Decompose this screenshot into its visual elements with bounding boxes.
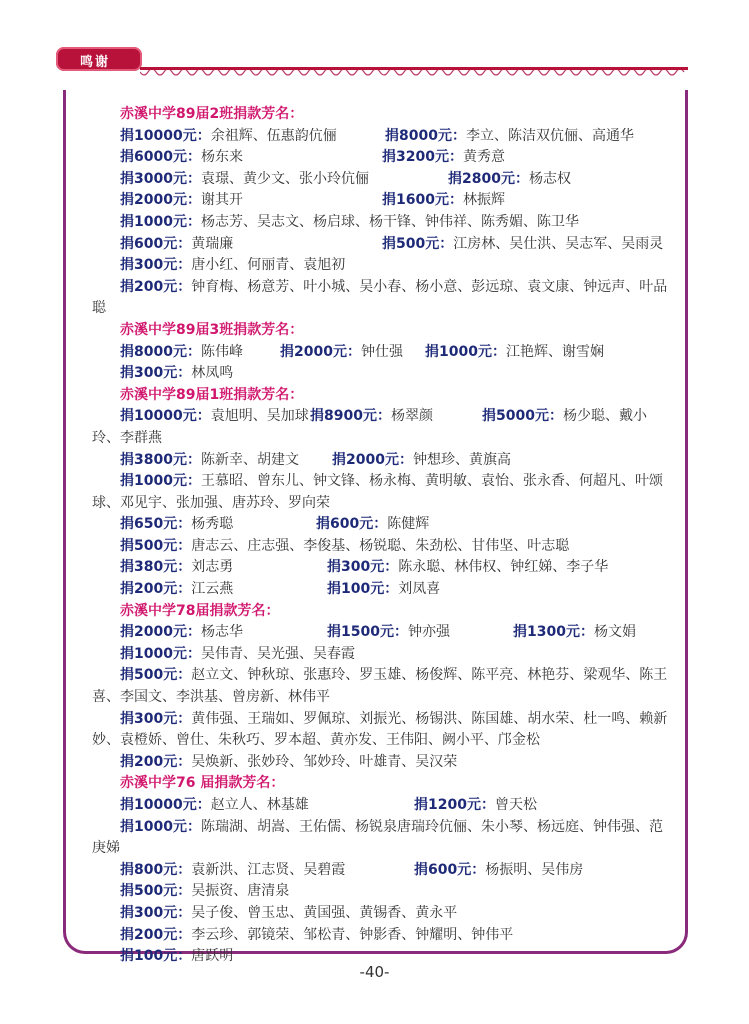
amount-label: 捐1500元： (327, 624, 408, 641)
donation-row (92, 925, 672, 947)
amount-label: 捐100元： (327, 581, 399, 598)
donor-list (92, 104, 672, 968)
donor-names: 吴伟青、吴光强、吴春霞 (200, 645, 355, 662)
amount-label: 捐300元： (120, 257, 192, 274)
amount-label: 捐1300元： (513, 624, 594, 641)
amount-label: 捐3000元： (120, 170, 201, 187)
amount-label: 捐380元： (120, 559, 192, 576)
donor-names: 黄伟强、王瑞如、罗佩琼、刘振光、杨锡洪、陈国雄、胡水荣、杜一鸣、赖新妙、袁橙娇、曾仕、朱秋巧、罗本超、黄亦发、王伟阳、阙小平、邝金松 (92, 710, 668, 749)
amount-label: 捐3200元： (382, 149, 463, 166)
page-header (0, 0, 749, 80)
section-title: 赤溪中学89届2班捐款芳名： (120, 106, 304, 122)
donation-row (92, 665, 672, 708)
donor-names: 杨志权 (528, 170, 571, 187)
section-title: 赤溪中学89届3班捐款芳名： (120, 321, 304, 338)
donation-row (92, 557, 672, 579)
amount-label: 捐1000元： (120, 645, 201, 662)
amount-label: 捐500元： (120, 883, 192, 900)
donor-names: 钟育梅、杨意芳、叶小城、吴小春、杨小意、彭远琼、袁文康、钟远声、叶品聪 (92, 278, 668, 317)
donor-names: 江云燕 (191, 581, 234, 598)
donor-names: 陈永聪、林伟权、钟红娣、李子华 (398, 559, 609, 576)
donor-names: 陈瑞湖、胡嵩、王佑儒、杨锐泉唐瑞玲伉俪、朱小琴、杨远庭、钟伟强、范庚娣 (92, 818, 663, 857)
header-tab-label: 鸣谢 (80, 55, 111, 70)
amount-label: 捐8000元： (385, 127, 466, 144)
donation-row (92, 363, 672, 385)
amount-label: 捐600元： (414, 861, 486, 878)
amount-label: 捐2000元： (332, 451, 413, 468)
section-title: 赤溪中学78届捐款芳名： (120, 602, 280, 619)
donation-row (92, 234, 672, 256)
amount-label: 捐600元： (316, 516, 388, 533)
donor-names: 江房林、吴仕洪、吴志军、吴雨灵 (453, 235, 664, 252)
donation-row (92, 255, 672, 277)
donor-names: 唐志云、庄志强、李俊基、杨锐聪、朱劲松、甘伟坚、叶志聪 (191, 537, 570, 554)
amount-label: 捐2000元： (120, 192, 201, 209)
donor-names: 李立、陈洁双伉俪、高通华 (465, 127, 634, 144)
donation-row (92, 342, 672, 364)
donation-row (92, 169, 672, 191)
donation-row (92, 406, 672, 449)
donation-row (92, 795, 672, 817)
amount-label: 捐300元： (120, 904, 192, 921)
donor-names: 谢其开 (200, 192, 243, 209)
amount-label: 捐2000元： (280, 343, 361, 360)
donor-names: 唐跃明 (191, 948, 234, 965)
donor-names: 李云珍、郭镜荣、邹松青、钟影香、钟耀明、钟伟平 (191, 926, 514, 943)
donation-row (92, 147, 672, 169)
donor-names: 林振辉 (462, 192, 505, 209)
donation-row (92, 903, 672, 925)
donor-names: 吴振资、唐清泉 (191, 883, 290, 900)
amount-label: 捐10000元： (120, 797, 211, 813)
donor-names: 刘凤喜 (398, 581, 441, 598)
donor-names: 王慕昭、曾东儿、钟文锋、杨永梅、黄明敏、袁怡、张永香、何超凡、叶颂球、邓见宇、张加强、唐苏玲、罗向荣 (92, 473, 663, 511)
donor-names: 杨志芳、吴志文、杨启球、杨干锋、钟伟祥、陈秀媚、陈卫华 (200, 213, 579, 230)
donor-names: 林凤鸣 (191, 365, 234, 382)
donor-names: 杨少聪、戴小玲、李群燕 (92, 408, 647, 446)
amount-label: 捐100元： (120, 948, 192, 965)
amount-label: 捐500元： (120, 667, 192, 684)
donor-names: 袁璟、黄少文、张小玲伉俪 (200, 170, 369, 187)
donor-names: 唐小红、何丽青、袁旭初 (191, 257, 346, 274)
donation-row (92, 126, 672, 148)
header-tab (56, 47, 142, 71)
amount-label: 捐800元： (120, 861, 192, 878)
donor-names: 黄瑞廉 (191, 235, 234, 252)
donor-names: 杨秀聪 (191, 516, 234, 533)
donor-names: 陈新幸、胡建文 (200, 451, 299, 468)
donor-names: 杨翠颜 (390, 408, 433, 425)
donor-names: 余祖辉、伍惠韵伉俪 (210, 127, 337, 144)
amount-label: 捐200元： (120, 926, 192, 943)
amount-label: 捐5000元： (482, 408, 563, 425)
donation-row (92, 881, 672, 903)
donor-names: 赵立人、林基雄 (210, 797, 309, 813)
amount-label: 捐200元： (120, 753, 192, 770)
amount-label: 捐1000元： (120, 818, 201, 835)
donor-names: 钟亦强 (407, 624, 450, 641)
donor-names: 刘志勇 (191, 559, 234, 576)
amount-label: 捐650元： (120, 516, 192, 533)
donor-names: 吴焕新、张妙玲、邹妙玲、叶雄青、吴汉荣 (191, 753, 458, 770)
donation-row (92, 190, 672, 212)
amount-label: 捐1000元： (120, 473, 201, 490)
amount-label: 捐500元： (120, 537, 192, 554)
donor-names: 陈伟峰 (200, 343, 243, 360)
amount-label: 捐2800元： (448, 170, 529, 187)
amount-label: 捐300元： (327, 559, 399, 576)
page-number: -40- (359, 963, 390, 981)
donation-row (92, 536, 672, 558)
donor-names: 黄秀意 (462, 149, 505, 166)
amount-label: 捐1000元： (425, 343, 506, 360)
donation-row (92, 752, 672, 774)
donation-row (92, 817, 672, 860)
amount-label: 捐6000元： (120, 149, 201, 166)
donation-row (92, 644, 672, 666)
donor-names: 袁新洪、江志贤、吴碧霞 (191, 861, 346, 878)
donation-row (92, 450, 672, 472)
donor-names: 陈健辉 (387, 516, 430, 533)
donation-row (92, 622, 672, 644)
donation-row (92, 860, 672, 882)
donation-row (92, 277, 672, 320)
donation-row (92, 471, 672, 514)
section-title: 赤溪中学76 届捐款芳名： (120, 775, 285, 792)
donor-names: 钟想珍、黄旗高 (412, 451, 511, 468)
donation-row (92, 514, 672, 536)
donor-names: 曾天松 (494, 797, 537, 813)
amount-label: 捐300元： (120, 365, 192, 382)
amount-label: 捐500元： (382, 235, 454, 252)
donation-row (92, 579, 672, 601)
amount-label: 捐600元： (120, 235, 192, 252)
donation-row (92, 212, 672, 234)
donor-names: 赵立文、钟秋琼、张惠玲、罗玉雄、杨俊辉、陈平亮、林艳芬、梁观华、陈王喜、李国文、李洪基、曾房新、林伟平 (92, 667, 668, 706)
donor-names: 杨文娟 (593, 624, 636, 641)
donor-names: 杨东来 (200, 149, 243, 166)
donor-names: 杨志华 (200, 624, 243, 641)
amount-label: 捐2000元： (120, 624, 201, 641)
amount-label: 捐8900元： (310, 408, 391, 425)
section-title: 赤溪中学89届1班捐款芳名： (120, 386, 304, 403)
amount-label: 捐10000元： (120, 127, 211, 144)
donor-names: 吴子俊、曾玉忠、黄国强、黄锡香、黄永平 (191, 904, 458, 921)
amount-label: 捐8000元： (120, 343, 201, 360)
amount-label: 捐1000元： (120, 213, 201, 230)
amount-label: 捐3800元： (120, 451, 201, 468)
amount-label: 捐200元： (120, 278, 192, 295)
header-wave-decoration (140, 70, 688, 78)
donor-names: 杨振明、吴伟房 (485, 861, 584, 878)
donor-names: 钟仕强 (360, 343, 403, 360)
donor-names: 江艳辉、谢雪娴 (505, 343, 604, 360)
donation-row (92, 709, 672, 752)
amount-label: 捐1600元： (382, 192, 463, 209)
donor-names: 袁旭明、吴加球 (210, 408, 309, 425)
amount-label: 捐1200元： (414, 797, 495, 813)
amount-label: 捐300元： (120, 710, 192, 727)
amount-label: 捐200元： (120, 581, 192, 598)
amount-label: 捐10000元： (120, 408, 211, 425)
